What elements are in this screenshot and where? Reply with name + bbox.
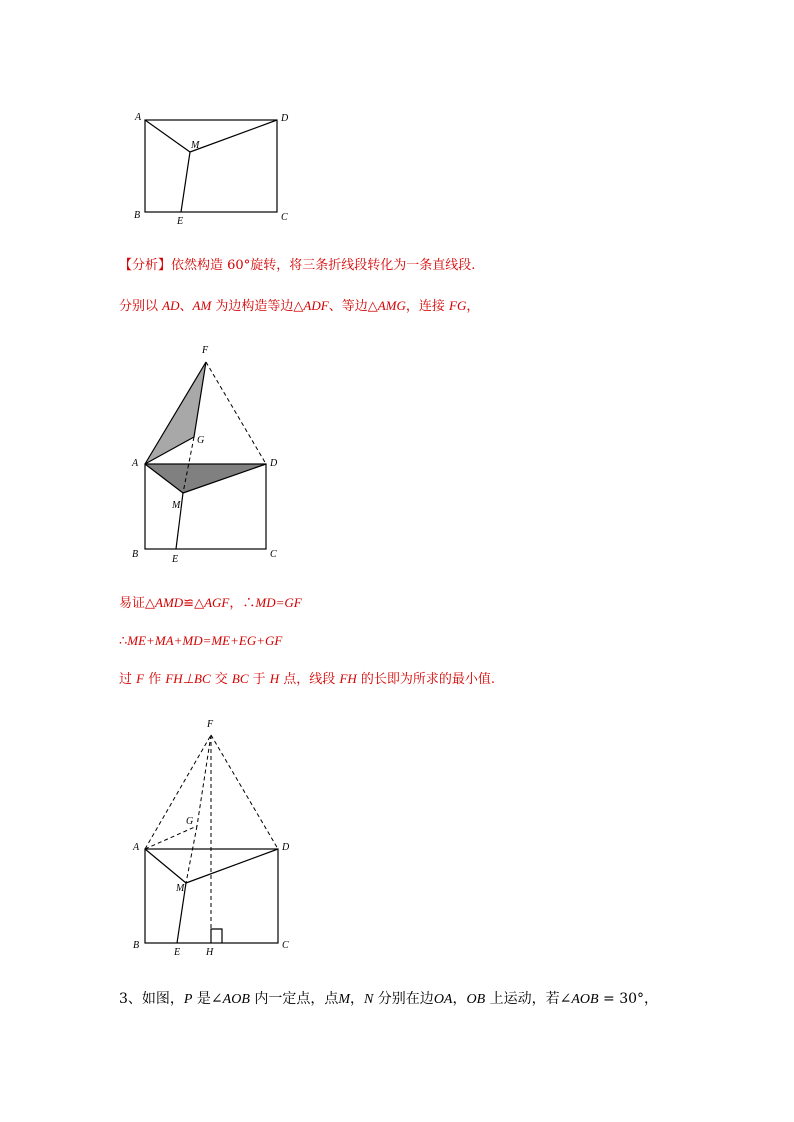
question-3: 3、如图，P 是∠AOB 内一定点，点M，N 分别在边OA，OB 上运动，若∠AOB = 30°， <box>119 991 659 1007</box>
label-A: A <box>135 112 142 123</box>
label-D: D <box>270 458 278 469</box>
label-C: C <box>282 940 289 951</box>
label-C: C <box>270 549 277 560</box>
label-A: A <box>133 842 140 853</box>
proof-line-2: ∴ME+MA+MD=ME+EG+GF <box>119 633 283 649</box>
analysis-tag: 【分析】 <box>119 258 172 273</box>
proof-line-1: 易证△AMD≌△AGF，∴MD=GF <box>119 595 302 611</box>
label-D: D <box>281 113 289 124</box>
label-B: B <box>134 210 141 221</box>
figure-2-rotation-construction <box>120 335 320 570</box>
label-G: G <box>186 816 194 827</box>
label-G: G <box>197 435 205 446</box>
construction-line: 分别以 AD、AM 为边构造等边△ADF、等边△AMG，连接 FG， <box>119 298 480 314</box>
proof-line-3: 过 F 作 FH⊥BC 交 BC 于 H 点，线段 FH 的长即为所求的最小值. <box>119 671 496 687</box>
figure-1-rectangle <box>120 100 320 235</box>
label-M: M <box>176 883 185 894</box>
label-B: B <box>132 549 139 560</box>
label-F: F <box>207 719 214 730</box>
label-E: E <box>172 554 179 565</box>
label-M: M <box>191 140 200 151</box>
label-E: E <box>177 216 184 227</box>
analysis-line: 【分析】依然构造 60°旋转，将三条折线段转化为一条直线段. <box>119 258 476 273</box>
label-F: F <box>202 345 209 356</box>
figure-3-perpendicular <box>120 715 320 960</box>
label-E: E <box>174 947 181 958</box>
label-M: M <box>172 500 181 511</box>
label-A: A <box>132 458 139 469</box>
label-C: C <box>281 212 288 223</box>
label-D: D <box>282 842 290 853</box>
label-H: H <box>206 947 214 958</box>
label-B: B <box>133 940 140 951</box>
